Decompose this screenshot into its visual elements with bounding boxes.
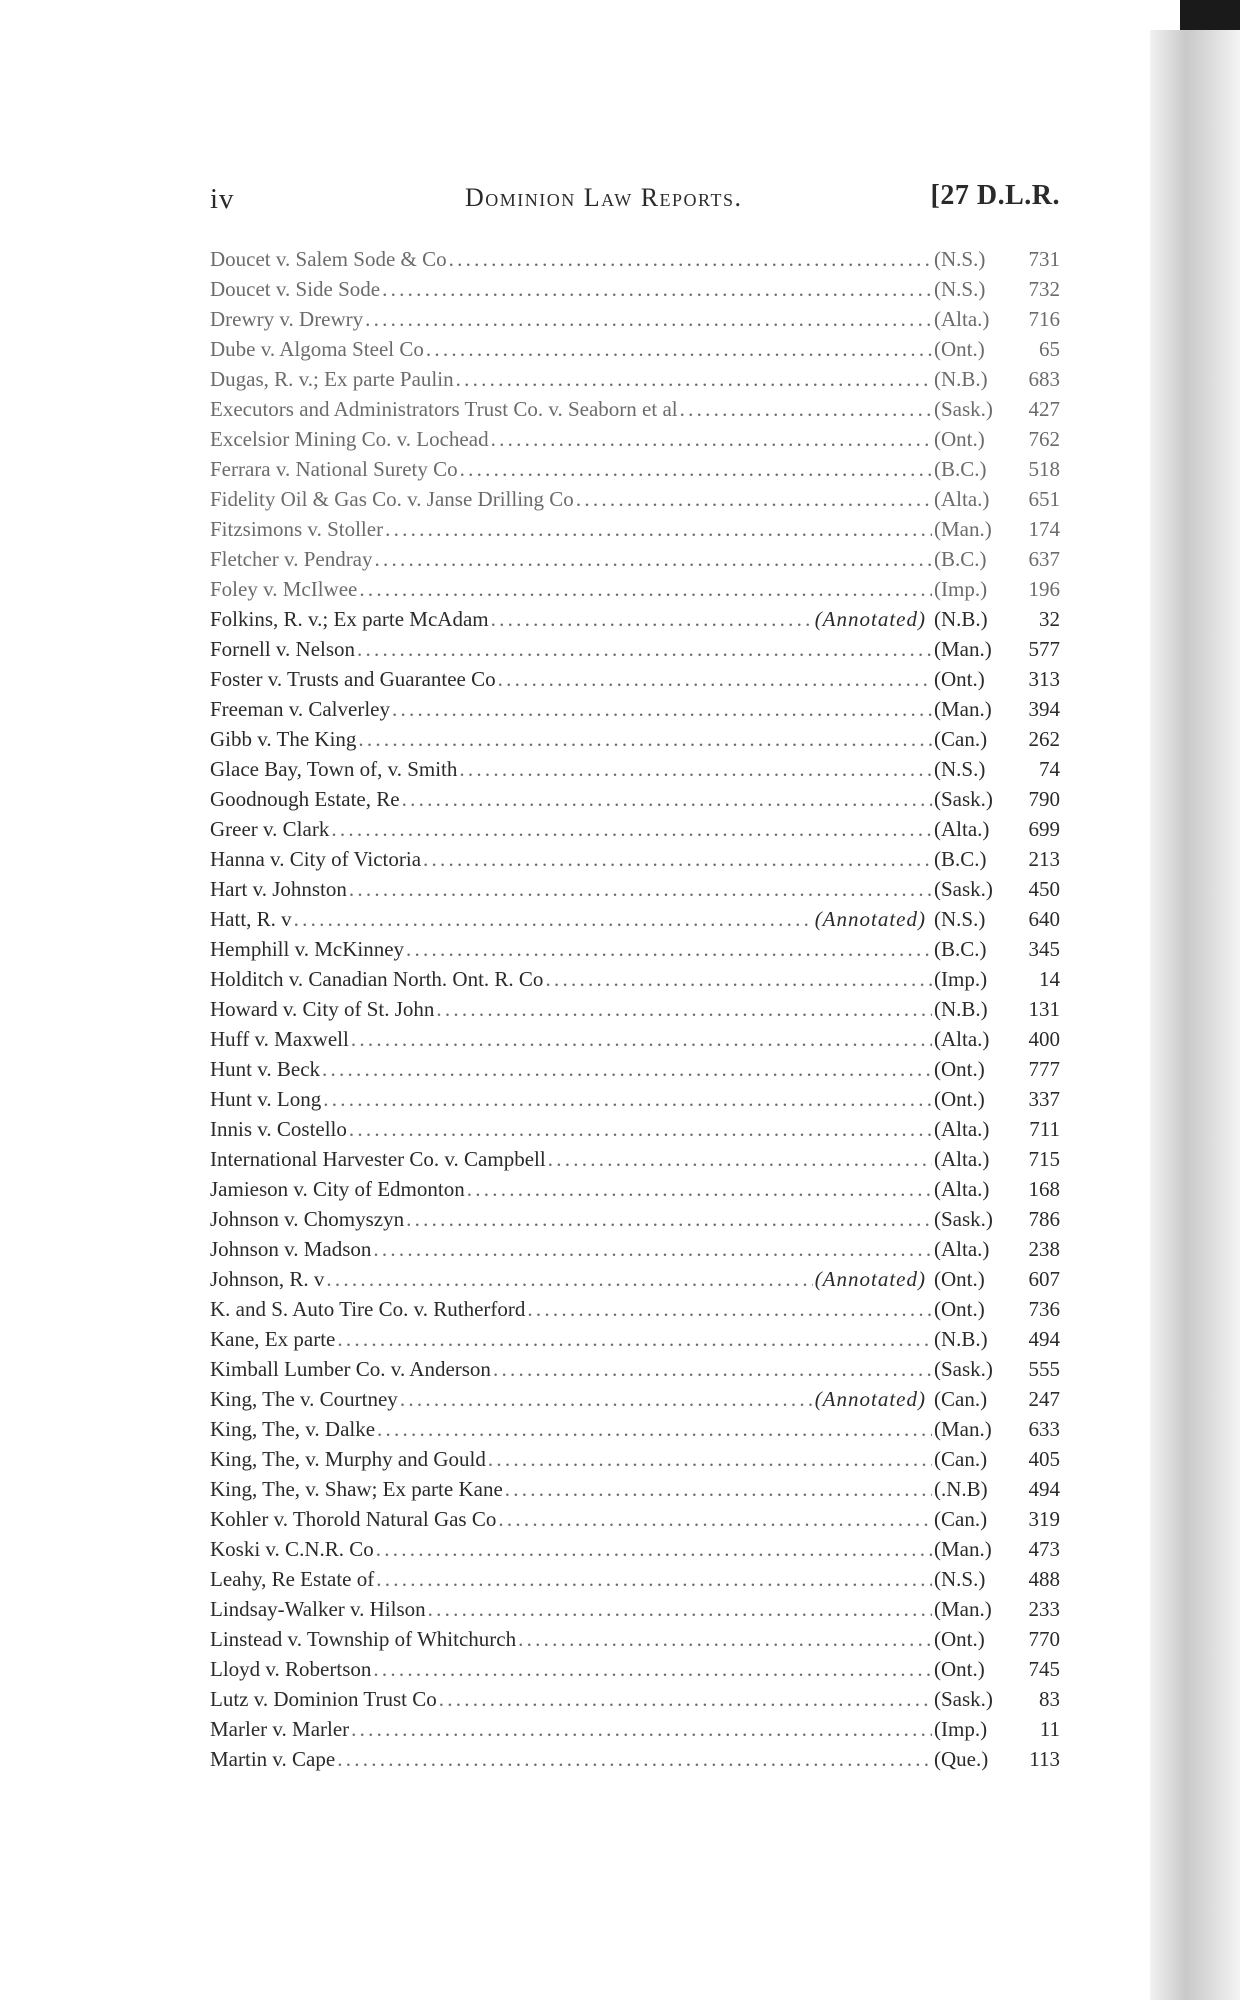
case-name: Marler v. Marler	[210, 1717, 350, 1741]
case-name: Goodnough Estate, Re	[210, 787, 400, 811]
dot-leader	[357, 637, 932, 662]
case-name: Drewry v. Drewry	[210, 307, 364, 331]
court-abbreviation: (Ont.)	[934, 1627, 985, 1651]
report-page-number: 577	[1028, 637, 1060, 661]
case-entry	[210, 487, 1060, 517]
report-page-number: 494	[1028, 1477, 1060, 1501]
court-abbreviation: (B.C.)	[934, 547, 987, 571]
case-entry	[210, 1687, 1060, 1717]
court-abbreviation: (Ont.)	[934, 427, 985, 451]
case-entry	[210, 397, 1060, 427]
court-abbreviation: (Alta.)	[934, 487, 990, 511]
report-page-number: 247	[1028, 1387, 1060, 1411]
dot-leader	[548, 1147, 932, 1172]
dot-leader	[400, 1387, 813, 1412]
page-number: iv	[210, 183, 235, 215]
case-name: Martin v. Cape	[210, 1747, 336, 1771]
report-page-number: 770	[1028, 1627, 1060, 1651]
case-entry	[210, 907, 1060, 937]
case-name: Johnson v. Madson	[210, 1237, 372, 1261]
case-name: Kane, Ex parte	[210, 1327, 336, 1351]
report-page-number: 731	[1028, 247, 1060, 271]
case-name: King, The, v. Murphy and Gould	[210, 1447, 486, 1471]
case-name: King, The v. Courtney	[210, 1387, 398, 1411]
court-abbreviation: (B.C.)	[934, 937, 987, 961]
court-abbreviation: (Ont.)	[934, 667, 985, 691]
court-abbreviation: (Alta.)	[934, 1177, 990, 1201]
report-page-number: 711	[1029, 1117, 1060, 1141]
case-entry	[210, 547, 1060, 577]
case-entry	[210, 307, 1060, 337]
case-name: Doucet v. Side Sode	[210, 277, 381, 301]
dot-leader	[488, 1447, 932, 1472]
court-abbreviation: (N.B.)	[934, 367, 988, 391]
case-entry	[210, 607, 1060, 637]
court-abbreviation: (Imp.)	[934, 577, 988, 601]
report-page-number: 113	[1029, 1747, 1060, 1771]
volume-reference: [27 D.L.R.	[930, 180, 1060, 211]
annotated-note: (Annotated)	[814, 607, 926, 631]
report-page-number: 637	[1028, 547, 1060, 571]
case-entry	[210, 1057, 1060, 1087]
case-entry	[210, 517, 1060, 547]
case-name: Howard v. City of St. John	[210, 997, 435, 1021]
report-page-number: 65	[1039, 337, 1060, 361]
report-page-number: 715	[1028, 1147, 1060, 1171]
court-abbreviation: (Man.)	[934, 1417, 992, 1441]
dot-leader	[337, 1747, 932, 1772]
court-abbreviation: (Alta.)	[934, 1027, 990, 1051]
case-name: Dube v. Algoma Steel Co	[210, 337, 424, 361]
report-page-number: 762	[1028, 427, 1060, 451]
report-page-number: 32	[1039, 607, 1060, 631]
case-entry	[210, 817, 1060, 847]
case-name: Hunt v. Beck	[210, 1057, 321, 1081]
court-abbreviation: (N.S.)	[934, 907, 986, 931]
case-name: Dugas, R. v.; Ex parte Paulin	[210, 367, 454, 391]
dot-leader	[491, 607, 813, 632]
court-abbreviation: (Alta.)	[934, 1117, 990, 1141]
court-abbreviation: (Ont.)	[934, 1087, 985, 1111]
case-entry	[210, 1747, 1060, 1777]
report-page-number: 74	[1039, 757, 1060, 781]
case-name: Fletcher v. Pendray	[210, 547, 373, 571]
report-page-number: 174	[1028, 517, 1060, 541]
case-name: Hemphill v. McKinney	[210, 937, 405, 961]
case-entry	[210, 757, 1060, 787]
dot-leader	[385, 517, 932, 542]
court-abbreviation: (Sask.)	[934, 787, 993, 811]
court-abbreviation: (Ont.)	[934, 1057, 985, 1081]
case-entry	[210, 1267, 1060, 1297]
court-abbreviation: (Alta.)	[934, 1147, 990, 1171]
case-name: Hatt, R. v	[210, 907, 292, 931]
dot-leader	[375, 547, 932, 572]
case-name: Hart v. Johnston	[210, 877, 347, 901]
report-page-number: 345	[1028, 937, 1060, 961]
court-abbreviation: (Que.)	[934, 1747, 989, 1771]
dot-leader	[439, 1687, 932, 1712]
case-entry	[210, 1627, 1060, 1657]
report-page-number: 736	[1028, 1297, 1060, 1321]
dot-leader	[576, 487, 932, 512]
report-page-number: 699	[1028, 817, 1060, 841]
case-name: Folkins, R. v.; Ex parte McAdam	[210, 607, 489, 631]
report-page-number: 786	[1028, 1207, 1060, 1231]
court-abbreviation: (B.C.)	[934, 847, 987, 871]
case-entry	[210, 1657, 1060, 1687]
case-name: King, The, v. Shaw; Ex parte Kane	[210, 1477, 503, 1501]
court-abbreviation: (Alta.)	[934, 307, 990, 331]
court-abbreviation: (Man.)	[934, 637, 992, 661]
court-abbreviation: (Can.)	[934, 727, 988, 751]
case-entry	[210, 1357, 1060, 1387]
report-page-number: 732	[1028, 277, 1060, 301]
case-entry	[210, 877, 1060, 907]
document-page	[210, 175, 1060, 1777]
case-entry	[210, 727, 1060, 757]
case-name: Huff v. Maxwell	[210, 1027, 349, 1051]
running-head	[210, 175, 1060, 225]
dot-leader	[351, 1717, 932, 1742]
case-name: Executors and Administrators Trust Co. v. Seaborn et al	[210, 397, 678, 421]
report-page-number: 640	[1028, 907, 1060, 931]
case-entry	[210, 967, 1060, 997]
report-page-number: 651	[1028, 487, 1060, 511]
case-entry	[210, 637, 1060, 667]
case-entry	[210, 847, 1060, 877]
case-entry	[210, 277, 1060, 307]
report-page-number: 450	[1028, 877, 1060, 901]
case-entry	[210, 427, 1060, 457]
case-entry	[210, 1147, 1060, 1177]
report-page-number: 196	[1028, 577, 1060, 601]
case-entry	[210, 1027, 1060, 1057]
report-page-number: 131	[1028, 997, 1060, 1021]
report-page-number: 427	[1028, 397, 1060, 421]
case-entry	[210, 1597, 1060, 1627]
case-entry	[210, 1387, 1060, 1417]
report-page-number: 233	[1028, 1597, 1060, 1621]
report-page-number: 473	[1028, 1537, 1060, 1561]
case-entry	[210, 337, 1060, 367]
case-name: Linstead v. Township of Whitchurch	[210, 1627, 517, 1651]
dot-leader	[373, 1237, 932, 1262]
dot-leader	[406, 1207, 932, 1232]
dot-leader	[349, 877, 932, 902]
case-entry	[210, 1207, 1060, 1237]
case-entry	[210, 1717, 1060, 1747]
court-abbreviation: (Man.)	[934, 1537, 992, 1561]
court-abbreviation: (Sask.)	[934, 877, 993, 901]
dot-leader	[680, 397, 932, 422]
case-entry	[210, 1477, 1060, 1507]
case-name: Fidelity Oil & Gas Co. v. Janse Drilling Co	[210, 487, 574, 511]
dot-leader	[498, 667, 932, 692]
case-name: Kohler v. Thorold Natural Gas Co	[210, 1507, 497, 1531]
case-entry	[210, 1327, 1060, 1357]
report-page-number: 518	[1028, 457, 1060, 481]
court-abbreviation: (Ont.)	[934, 1657, 985, 1681]
report-page-number: 745	[1028, 1657, 1060, 1681]
case-entry	[210, 1297, 1060, 1327]
case-name: Koski v. C.N.R. Co	[210, 1537, 374, 1561]
report-page-number: 83	[1039, 1687, 1060, 1711]
report-page-number: 11	[1039, 1717, 1060, 1741]
report-page-number: 716	[1028, 307, 1060, 331]
case-table-list	[210, 247, 1060, 1777]
court-abbreviation: (N.S.)	[934, 247, 986, 271]
case-name: Gibb v. The King	[210, 727, 357, 751]
dot-leader	[527, 1297, 932, 1322]
case-name: Freeman v. Calverley	[210, 697, 390, 721]
case-name: Greer v. Clark	[210, 817, 330, 841]
court-abbreviation: (Alta.)	[934, 1237, 990, 1261]
court-abbreviation: (Can.)	[934, 1507, 988, 1531]
court-abbreviation: (Alta.)	[934, 817, 990, 841]
case-name: Johnson v. Chomyszyn	[210, 1207, 405, 1231]
court-abbreviation: (Ont.)	[934, 337, 985, 361]
case-name: King, The, v. Dalke	[210, 1417, 376, 1441]
case-entry	[210, 1447, 1060, 1477]
report-page-number: 14	[1039, 967, 1060, 991]
report-page-number: 400	[1028, 1027, 1060, 1051]
case-name: Foster v. Trusts and Guarantee Co	[210, 667, 496, 691]
dot-leader	[545, 967, 932, 992]
dot-leader	[365, 307, 932, 332]
dot-leader	[402, 787, 932, 812]
dot-leader	[358, 727, 932, 752]
annotated-note: (Annotated)	[814, 1267, 926, 1291]
court-abbreviation: (Ont.)	[934, 1267, 985, 1291]
court-abbreviation: (Man.)	[934, 1597, 992, 1621]
case-entry	[210, 787, 1060, 817]
court-abbreviation: (N.B.)	[934, 997, 988, 1021]
case-name: Johnson, R. v	[210, 1267, 325, 1291]
case-name: Doucet v. Salem Sode & Co	[210, 247, 447, 271]
dot-leader	[436, 997, 932, 1022]
scan-border-right	[1150, 30, 1240, 2000]
dot-leader	[323, 1087, 932, 1112]
report-page-number: 262	[1028, 727, 1060, 751]
case-name: Innis v. Costello	[210, 1117, 347, 1141]
dot-leader	[322, 1057, 932, 1082]
publication-title: Dominion Law Reports.	[465, 183, 743, 212]
dot-leader	[392, 697, 932, 722]
case-name: Ferrara v. National Surety Co	[210, 457, 458, 481]
case-name: Excelsior Mining Co. v. Lochead	[210, 427, 489, 451]
dot-leader	[426, 337, 932, 362]
case-entry	[210, 1087, 1060, 1117]
case-name: Hanna v. City of Victoria	[210, 847, 422, 871]
court-abbreviation: (Sask.)	[934, 1207, 993, 1231]
court-abbreviation: (N.B.)	[934, 607, 988, 631]
dot-leader	[351, 1027, 932, 1052]
dot-leader	[505, 1477, 932, 1502]
report-page-number: 319	[1028, 1507, 1060, 1531]
case-entry	[210, 997, 1060, 1027]
court-abbreviation: (Sask.)	[934, 1687, 993, 1711]
case-name: Glace Bay, Town of, v. Smith	[210, 757, 458, 781]
dot-leader	[382, 277, 932, 302]
dot-leader	[337, 1327, 932, 1352]
court-abbreviation: (B.C.)	[934, 457, 987, 481]
case-entry	[210, 1237, 1060, 1267]
dot-leader	[326, 1267, 812, 1292]
dot-leader	[456, 367, 932, 392]
case-entry	[210, 1567, 1060, 1597]
annotated-note: (Annotated)	[814, 1387, 926, 1411]
dot-leader	[294, 907, 813, 932]
dot-leader	[428, 1597, 932, 1622]
court-abbreviation: (N.S.)	[934, 757, 986, 781]
dot-leader	[406, 937, 932, 962]
court-abbreviation: (N.S.)	[934, 1567, 986, 1591]
court-abbreviation: (Can.)	[934, 1447, 988, 1471]
court-abbreviation: (Ont.)	[934, 1297, 985, 1321]
scan-border-top	[1180, 0, 1240, 30]
dot-leader	[376, 1567, 932, 1592]
court-abbreviation: (Sask.)	[934, 397, 993, 421]
court-abbreviation: (N.B.)	[934, 1327, 988, 1351]
dot-leader	[460, 457, 932, 482]
case-entry	[210, 1177, 1060, 1207]
case-name: Fitzsimons v. Stoller	[210, 517, 384, 541]
report-page-number: 168	[1028, 1177, 1060, 1201]
case-entry	[210, 577, 1060, 607]
case-name: Fornell v. Nelson	[210, 637, 356, 661]
case-name: Jamieson v. City of Edmonton	[210, 1177, 465, 1201]
dot-leader	[518, 1627, 932, 1652]
case-entry	[210, 457, 1060, 487]
case-entry	[210, 1537, 1060, 1567]
dot-leader	[423, 847, 932, 872]
case-name: Leahy, Re Estate of	[210, 1567, 375, 1591]
case-name: Holditch v. Canadian North. Ont. R. Co	[210, 967, 544, 991]
report-page-number: 394	[1028, 697, 1060, 721]
case-entry	[210, 367, 1060, 397]
report-page-number: 313	[1028, 667, 1060, 691]
report-page-number: 683	[1028, 367, 1060, 391]
dot-leader	[459, 757, 932, 782]
case-entry	[210, 1117, 1060, 1147]
dot-leader	[493, 1357, 932, 1382]
dot-leader	[491, 427, 932, 452]
report-page-number: 790	[1028, 787, 1060, 811]
report-page-number: 405	[1028, 1447, 1060, 1471]
case-name: Lloyd v. Robertson	[210, 1657, 372, 1681]
court-abbreviation: (Imp.)	[934, 967, 988, 991]
report-page-number: 488	[1028, 1567, 1060, 1591]
case-name: K. and S. Auto Tire Co. v. Rutherford	[210, 1297, 526, 1321]
case-name: International Harvester Co. v. Campbell	[210, 1147, 546, 1171]
case-name: Lindsay-Walker v. Hilson	[210, 1597, 426, 1621]
report-page-number: 337	[1028, 1087, 1060, 1111]
case-entry	[210, 1507, 1060, 1537]
case-name: Foley v. McIlwee	[210, 577, 358, 601]
dot-leader	[373, 1657, 932, 1682]
report-page-number: 238	[1028, 1237, 1060, 1261]
case-name: Kimball Lumber Co. v. Anderson	[210, 1357, 491, 1381]
court-abbreviation: (Sask.)	[934, 1357, 993, 1381]
dot-leader	[376, 1537, 932, 1562]
case-entry	[210, 1417, 1060, 1447]
case-name: Hunt v. Long	[210, 1087, 322, 1111]
case-entry	[210, 247, 1060, 277]
dot-leader	[331, 817, 932, 842]
report-page-number: 494	[1028, 1327, 1060, 1351]
court-abbreviation: (Can.)	[934, 1387, 988, 1411]
case-entry	[210, 667, 1060, 697]
report-page-number: 633	[1028, 1417, 1060, 1441]
court-abbreviation: (N.S.)	[934, 277, 986, 301]
court-abbreviation: (Imp.)	[934, 1717, 988, 1741]
case-entry	[210, 697, 1060, 727]
court-abbreviation: (Man.)	[934, 697, 992, 721]
report-page-number: 777	[1028, 1057, 1060, 1081]
dot-leader	[377, 1417, 932, 1442]
court-abbreviation: (Man.)	[934, 517, 992, 541]
dot-leader	[449, 247, 932, 272]
report-page-number: 213	[1028, 847, 1060, 871]
dot-leader	[467, 1177, 932, 1202]
dot-leader	[498, 1507, 932, 1532]
annotated-note: (Annotated)	[814, 907, 926, 931]
dot-leader	[349, 1117, 932, 1142]
report-page-number: 555	[1028, 1357, 1060, 1381]
court-abbreviation: (.N.B)	[934, 1477, 988, 1501]
report-page-number: 607	[1028, 1267, 1060, 1291]
case-name: Lutz v. Dominion Trust Co	[210, 1687, 437, 1711]
dot-leader	[359, 577, 932, 602]
case-entry	[210, 937, 1060, 967]
